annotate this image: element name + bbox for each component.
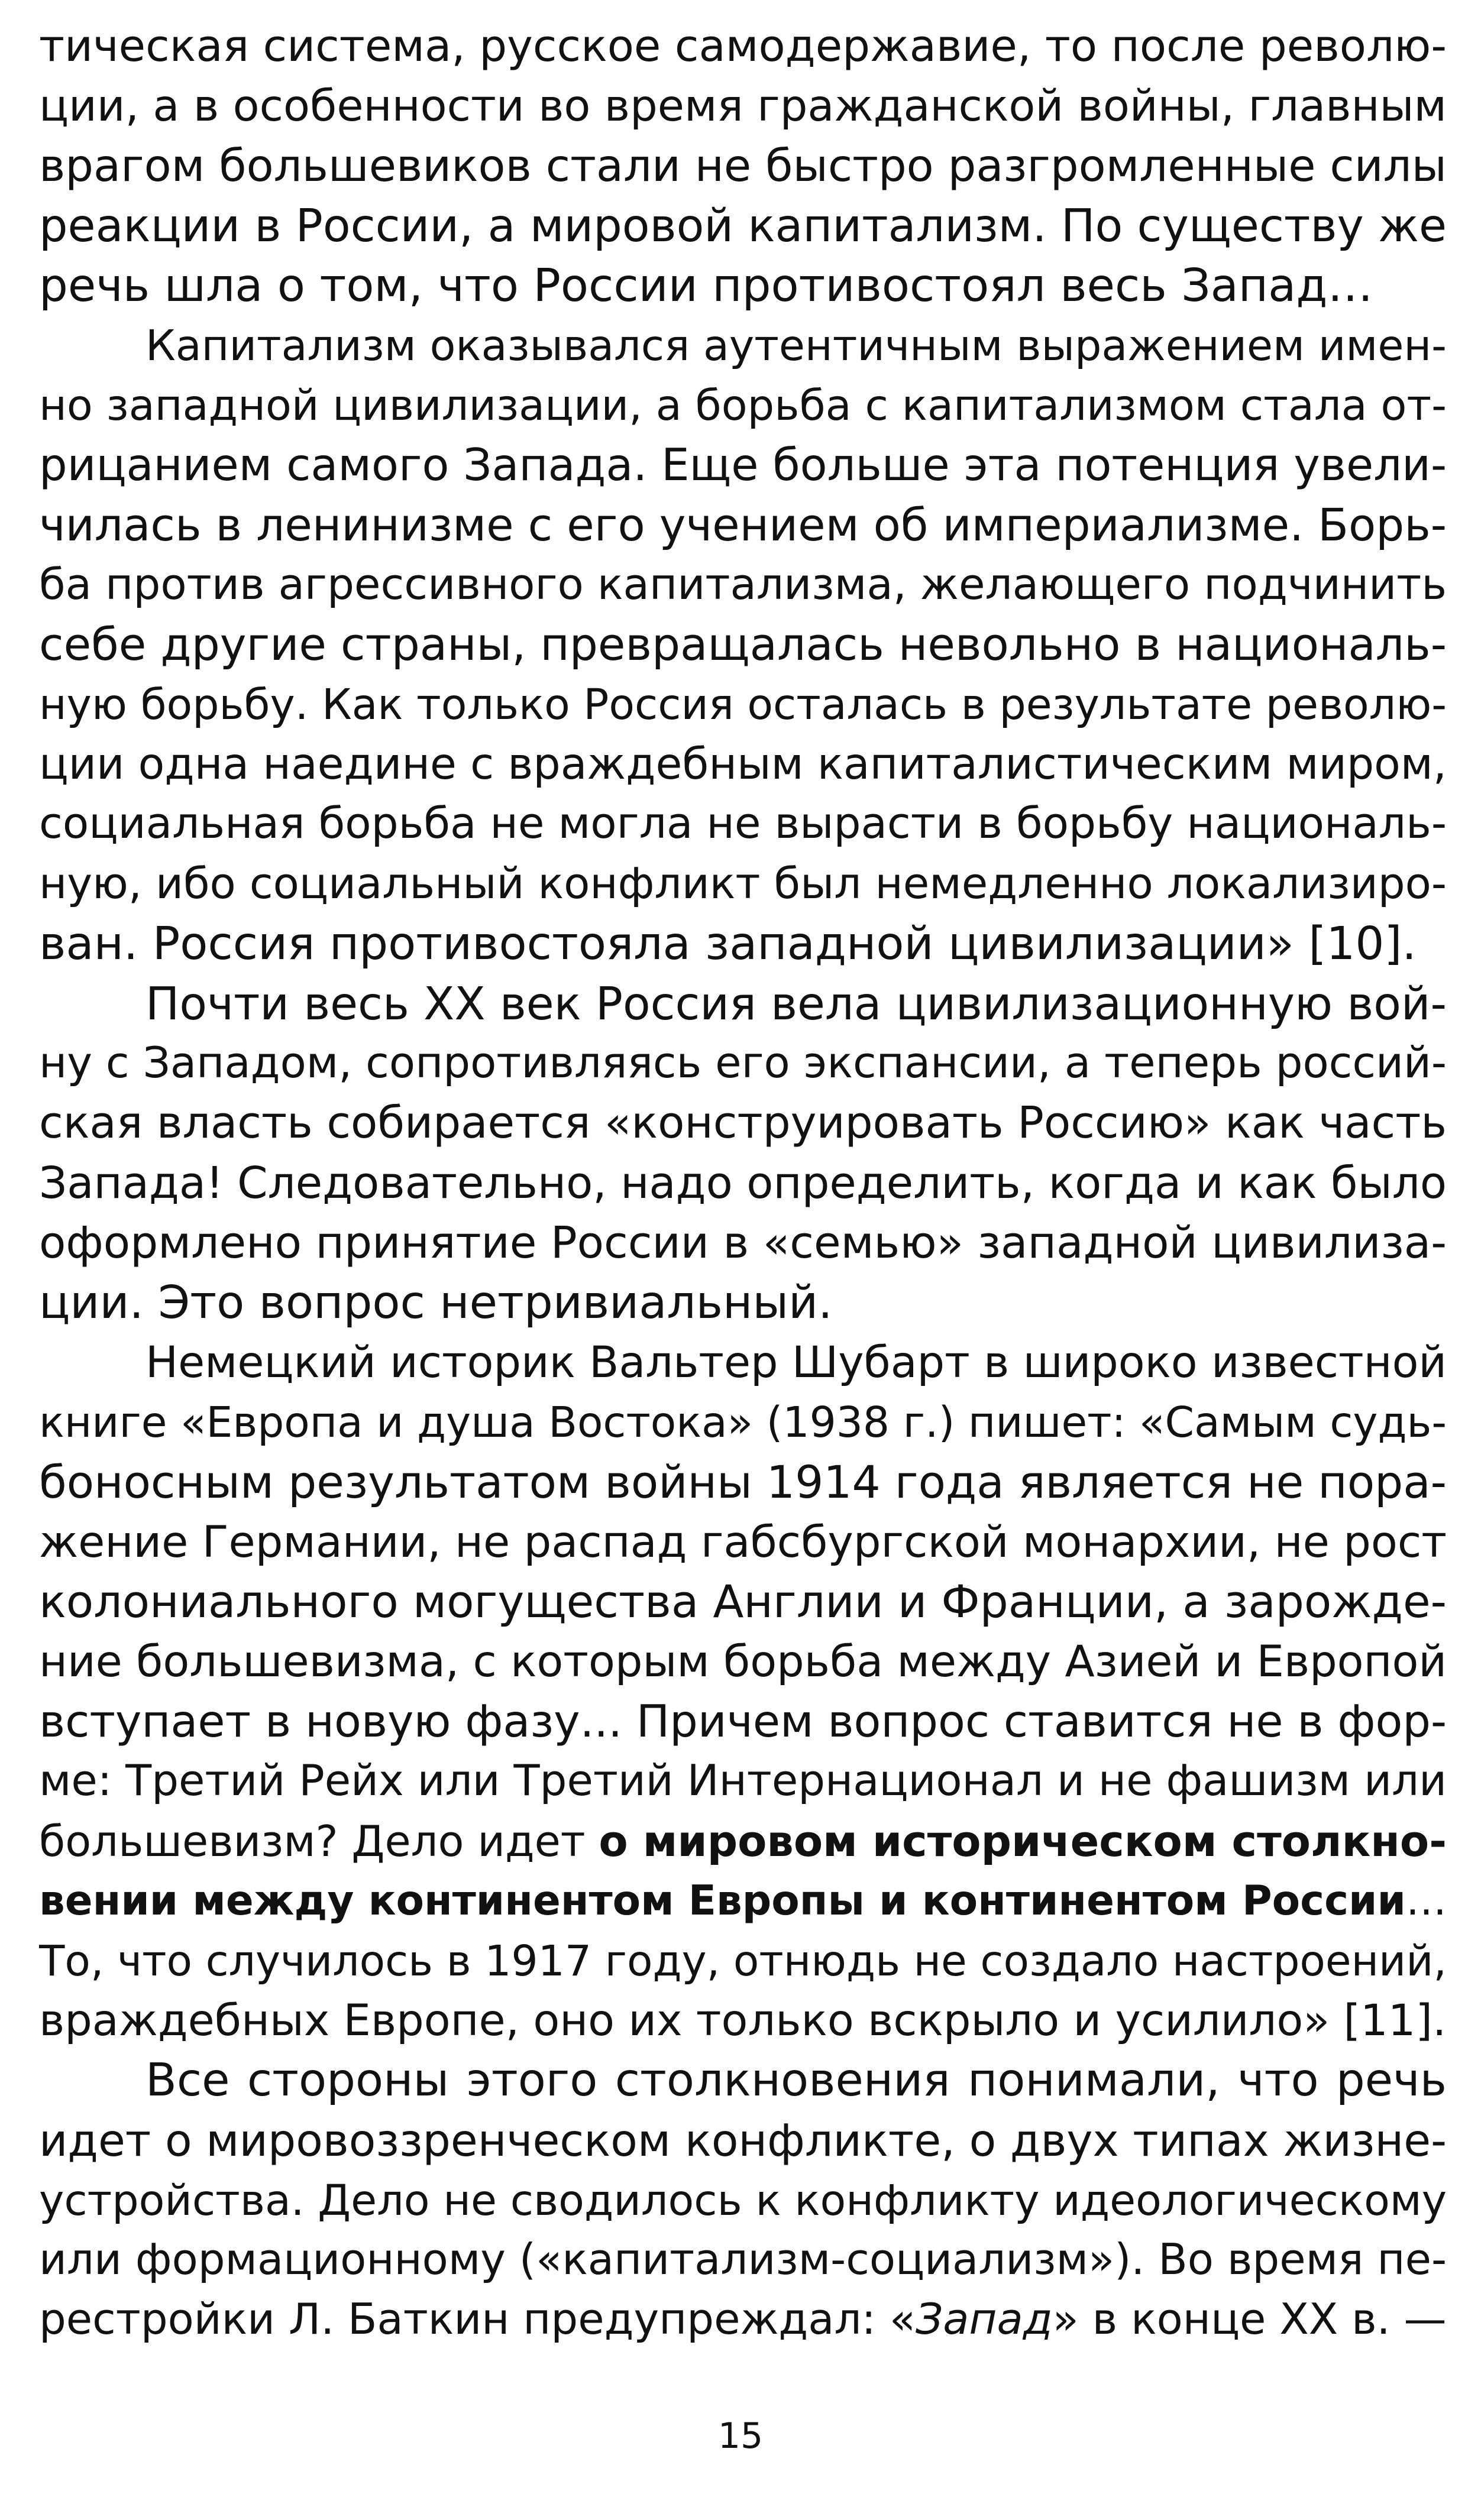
- text-line: [39, 17, 1447, 76]
- text-line: [39, 495, 1447, 555]
- text-segment: ную, ибо социальный конфликт был немедленно локализиро-: [39, 859, 1447, 909]
- text-segment: вступает в новую фазу... Причем вопрос ставится не в фор-: [39, 1695, 1447, 1748]
- text-line: [39, 914, 1447, 974]
- text-segment: ции одна наедине с враждебным капиталистическим миром,: [39, 739, 1447, 790]
- text-segment: Капитализм оказывался аутентичным выражением имен-: [145, 320, 1447, 370]
- text-line: [39, 1333, 1447, 1392]
- bold-text: о мировом историческом столкно-: [599, 1816, 1447, 1866]
- paragraph: [39, 316, 1447, 974]
- text-segment: речь шла о том, что России противостоял весь Запад…: [39, 259, 1373, 312]
- text-segment: ван. Россия противостояла западной цивилизации» [10].: [39, 917, 1417, 970]
- text-segment: » в конце XX в. —: [1052, 2295, 1447, 2345]
- text-segment: идет о мировоззренческом конфликте, о двух типах жизне-: [39, 2114, 1447, 2166]
- text-segment: рестройки Л. Баткин предупреждал: «: [39, 2295, 916, 2345]
- text-line: [39, 1991, 1447, 2051]
- text-segment: чилась в ленинизме с его учением об империализме. Борь-: [39, 498, 1447, 551]
- text-line: [39, 1931, 1447, 1991]
- text-line: [39, 1273, 1447, 1333]
- text-segment: …: [1405, 1877, 1447, 1925]
- text-line: [39, 76, 1447, 136]
- text-line: [39, 435, 1447, 495]
- text-segment: оформлено принятие России в «семью» западной цивилиза-: [39, 1217, 1447, 1268]
- text-line: [39, 675, 1447, 734]
- text-segment: или формационному («капитализм-социализм»). Во время пе-: [39, 2234, 1447, 2285]
- text-segment: ную борьбу. Как только Россия осталась в результате револю-: [39, 680, 1447, 730]
- text-line: [39, 375, 1447, 435]
- text-segment: То, что случилось в 1917 году, отнюдь не создало настроений,: [39, 1936, 1447, 1985]
- text-line: [39, 1453, 1447, 1512]
- text-segment: рицанием самого Запада. Еще больше эта потенция увели-: [39, 439, 1447, 491]
- paragraph: [39, 2051, 1447, 2350]
- text-line: [39, 1692, 1447, 1751]
- text-segment: ская власть собирается «конструировать Россию» как часть: [39, 1097, 1447, 1149]
- text-line: [39, 2051, 1447, 2110]
- text-segment: Почти весь XX век Россия вела цивилизационную вой-: [145, 977, 1447, 1030]
- text-line: [39, 2171, 1447, 2230]
- text-line: [39, 1751, 1447, 1811]
- text-segment: себе другие страны, превращалась невольно в националь-: [39, 618, 1447, 671]
- text-segment: ние большевизма, с которым борьба между Азией и Европой: [39, 1637, 1447, 1687]
- text-segment: книге «Европа и душа Востока» (1938 г.) пишет: «Самым судь-: [39, 1398, 1447, 1447]
- text-line: [39, 316, 1447, 375]
- text-line: [39, 794, 1447, 854]
- text-segment: устройства. Дело не сводилось к конфликту идеологическому: [39, 2175, 1447, 2225]
- text-segment: ции, а в особенности во время гражданской войны, главным: [39, 81, 1447, 132]
- page-number: 15: [717, 2415, 764, 2457]
- text-line: [39, 1572, 1447, 1632]
- text-segment: враждебных Европе, оно их только вскрыло и усилило» [11].: [39, 1996, 1447, 2046]
- text-segment: колониального могущества Англии и Франции, а зарожде-: [39, 1575, 1447, 1628]
- text-line: [39, 1812, 1447, 1871]
- bold-text: вении между континентом Европы и континентом России: [39, 1877, 1406, 1925]
- text-line: [39, 1632, 1447, 1692]
- text-line: [39, 555, 1447, 615]
- text-line: [39, 1154, 1447, 1213]
- text-segment: тическая система, русское самодержавие, то после револю-: [39, 21, 1447, 72]
- italic-text: Запад: [915, 2295, 1053, 2345]
- text-line: [39, 1034, 1447, 1093]
- text-segment: большевизм? Дело идет: [39, 1816, 599, 1866]
- paragraph: [39, 17, 1447, 316]
- text-segment: ба против агрессивного капитализма, желающего подчинить: [39, 559, 1447, 610]
- text-line: [39, 1213, 1447, 1273]
- text-line: [39, 256, 1447, 316]
- text-line: [39, 2230, 1447, 2290]
- text-line: [39, 1512, 1447, 1572]
- text-segment: Немецкий историк Вальтер Шубарт в широко известной: [145, 1337, 1447, 1388]
- text-line: [39, 196, 1447, 256]
- text-line: [39, 734, 1447, 794]
- text-segment: ме: Третий Рейх или Третий Интернационал и не фашизм или: [39, 1756, 1447, 1806]
- text-line: [39, 2111, 1447, 2171]
- text-line: [39, 2290, 1447, 2350]
- text-segment: врагом большевиков стали не быстро разгромленные силы: [39, 140, 1447, 192]
- text-segment: реакции в России, а мировой капитализм. По существу же: [39, 199, 1447, 252]
- text-line: [39, 1871, 1447, 1931]
- text-line: [39, 1093, 1447, 1153]
- text-segment: ну с Западом, сопротивляясь его экспансии, а теперь россий-: [39, 1038, 1447, 1089]
- text-segment: социальная борьба не могла не вырасти в борьбу националь-: [39, 799, 1447, 849]
- text-segment: Все стороны этого столкновения понимали, что речь: [145, 2054, 1447, 2107]
- text-line: [39, 1392, 1447, 1452]
- text-line: [39, 974, 1447, 1034]
- text-segment: но западной цивилизации, а борьба с капитализмом стала от-: [39, 380, 1447, 430]
- paragraph: [39, 974, 1447, 1333]
- text-segment: жение Германии, не распад габсбургской монархии, не рост: [39, 1517, 1447, 1567]
- text-segment: ции. Это вопрос нетривиальный.: [39, 1276, 833, 1329]
- body-text: [39, 17, 1447, 2350]
- text-segment: Запада! Следовательно, надо определить, когда и как было: [39, 1158, 1447, 1209]
- text-segment: боносным результатом войны 1914 года является не пора-: [39, 1456, 1447, 1508]
- text-line: [39, 615, 1447, 675]
- text-line: [39, 136, 1447, 196]
- paragraph: [39, 1333, 1447, 2051]
- text-line: [39, 854, 1447, 914]
